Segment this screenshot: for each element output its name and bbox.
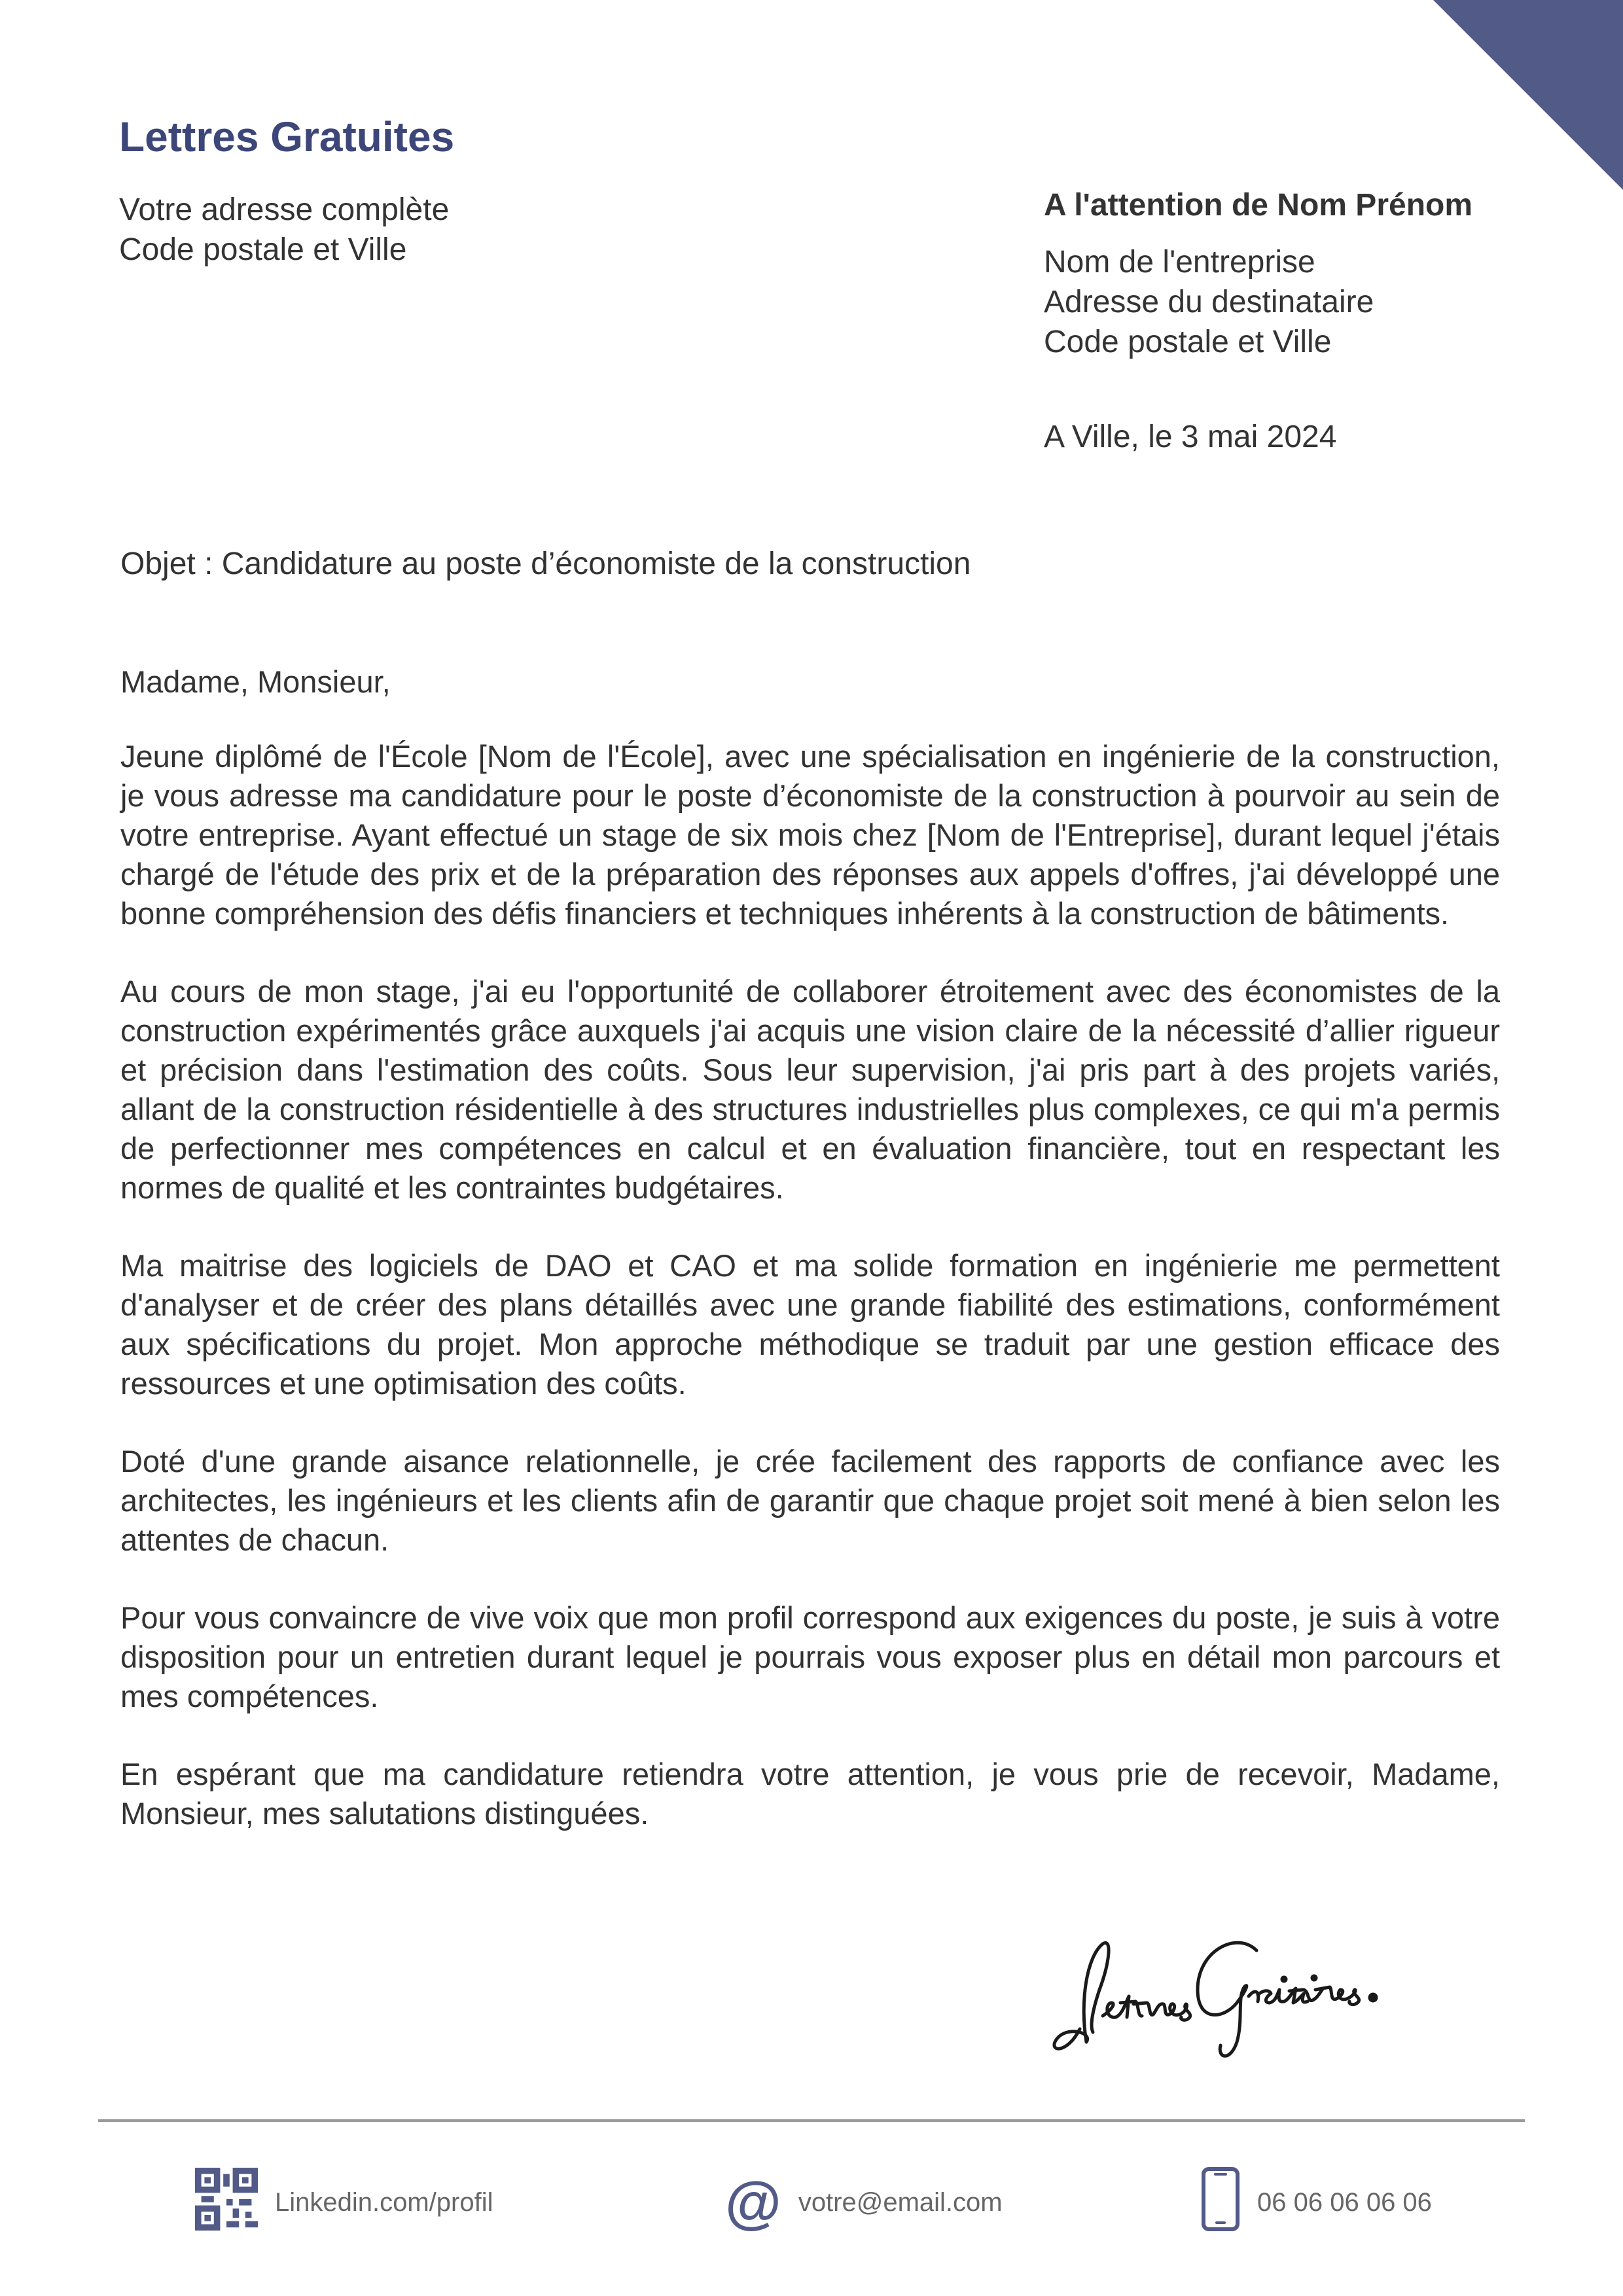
- greeting: Madame, Monsieur,: [120, 664, 391, 699]
- smartphone-icon: [1201, 2166, 1240, 2238]
- sender-city-line: Code postale et Ville: [119, 232, 407, 267]
- letter-date: A Ville, le 3 mai 2024: [1044, 420, 1337, 454]
- footer-linkedin: [195, 2166, 493, 2238]
- body-paragraph: Jeune diplômé de l'École [Nom de l'École], avec une spécialisation en ingénierie de la construction, je vous adresse ma candidature pour le poste d’économiste de la construction à pourvoir au sein de votre entreprise. Ayant effectué un stage de six mois chez [Nom de l'Entreprise], durant lequel j'étais chargé de l'étude des prix et de la préparation des réponses aux appels d'offres, j'ai développé une bonne compréhension des défis financiers et techniques inhérents à la construction de bâtiments.: [120, 739, 1500, 931]
- at-sign-icon: @: [725, 2170, 781, 2234]
- recipient-city: Code postale et Ville: [1044, 325, 1332, 359]
- recipient-company: Nom de l'entreprise: [1044, 245, 1315, 279]
- sender-address-line: Votre adresse complète: [119, 192, 450, 227]
- footer-divider: [98, 2119, 1525, 2122]
- corner-decoration: [1433, 0, 1623, 190]
- body-paragraph: Doté d'une grande aisance relationnelle, je crée facilement des rapports de confiance avec les architectes, les ingénieurs et les clients afin de garantir que chaque projet soit mené à bien selon les attentes de chacun.: [120, 1444, 1500, 1557]
- linkedin-url[interactable]: Linkedin.com/profil: [275, 2187, 493, 2217]
- recipient-street: Adresse du destinataire: [1044, 285, 1374, 319]
- handwritten-signature: [1041, 1905, 1420, 2068]
- phone-number[interactable]: 06 06 06 06 06: [1257, 2187, 1432, 2217]
- footer-email: [725, 2166, 1003, 2238]
- footer-phone: [1201, 2166, 1432, 2238]
- sender-address: [119, 190, 449, 270]
- letter-subject: Objet : Candidature au poste d’économiste de la construction: [120, 547, 971, 581]
- body-paragraph: Au cours de mon stage, j'ai eu l'opportunité de collaborer étroitement avec des économistes de la construction expérimentés grâce auxquels j'ai acquis une vision claire de la nécessité d’allier rigueur et précision dans l'estimation des coûts. Sous leur supervision, j'ai pris part à des projets variés, allant de la construction résidentielle à des structures industrielles plus complexes, ce qui m'a permis de perfectionner mes compétences en calcul et en évaluation financière, tout en respectant les normes de qualité et les contraintes budgétaires.: [120, 974, 1500, 1205]
- letter-body: [120, 662, 1500, 1872]
- closing-paragraph: En espérant que ma candidature retiendra votre attention, je vous prie de recevoir, Madame, Monsieur, mes salutations distinguées.: [120, 1757, 1500, 1831]
- qr-code-icon: [195, 2168, 258, 2237]
- body-paragraph: Pour vous convaincre de vive voix que mon profil correspond aux exigences du poste, je suis à votre disposition pour un entretien durant lequel je pourrais vous exposer plus en détail mon parcours et mes compétences.: [120, 1600, 1500, 1713]
- body-paragraph: Ma maitrise des logiciels de DAO et CAO et ma solide formation en ingénierie me permettent d'analyser et de créer des plans détaillés avec une grande fiabilité des estimations, conformément aux spécifications du projet. Mon approche méthodique se traduit par une gestion efficace des ressources et une optimisation des coûts.: [120, 1248, 1500, 1401]
- email-address[interactable]: votre@email.com: [798, 2187, 1003, 2217]
- recipient-attention: A l'attention de Nom Prénom: [1044, 188, 1473, 223]
- recipient-address: [1044, 242, 1374, 362]
- sender-name: Lettres Gratuites: [119, 113, 455, 160]
